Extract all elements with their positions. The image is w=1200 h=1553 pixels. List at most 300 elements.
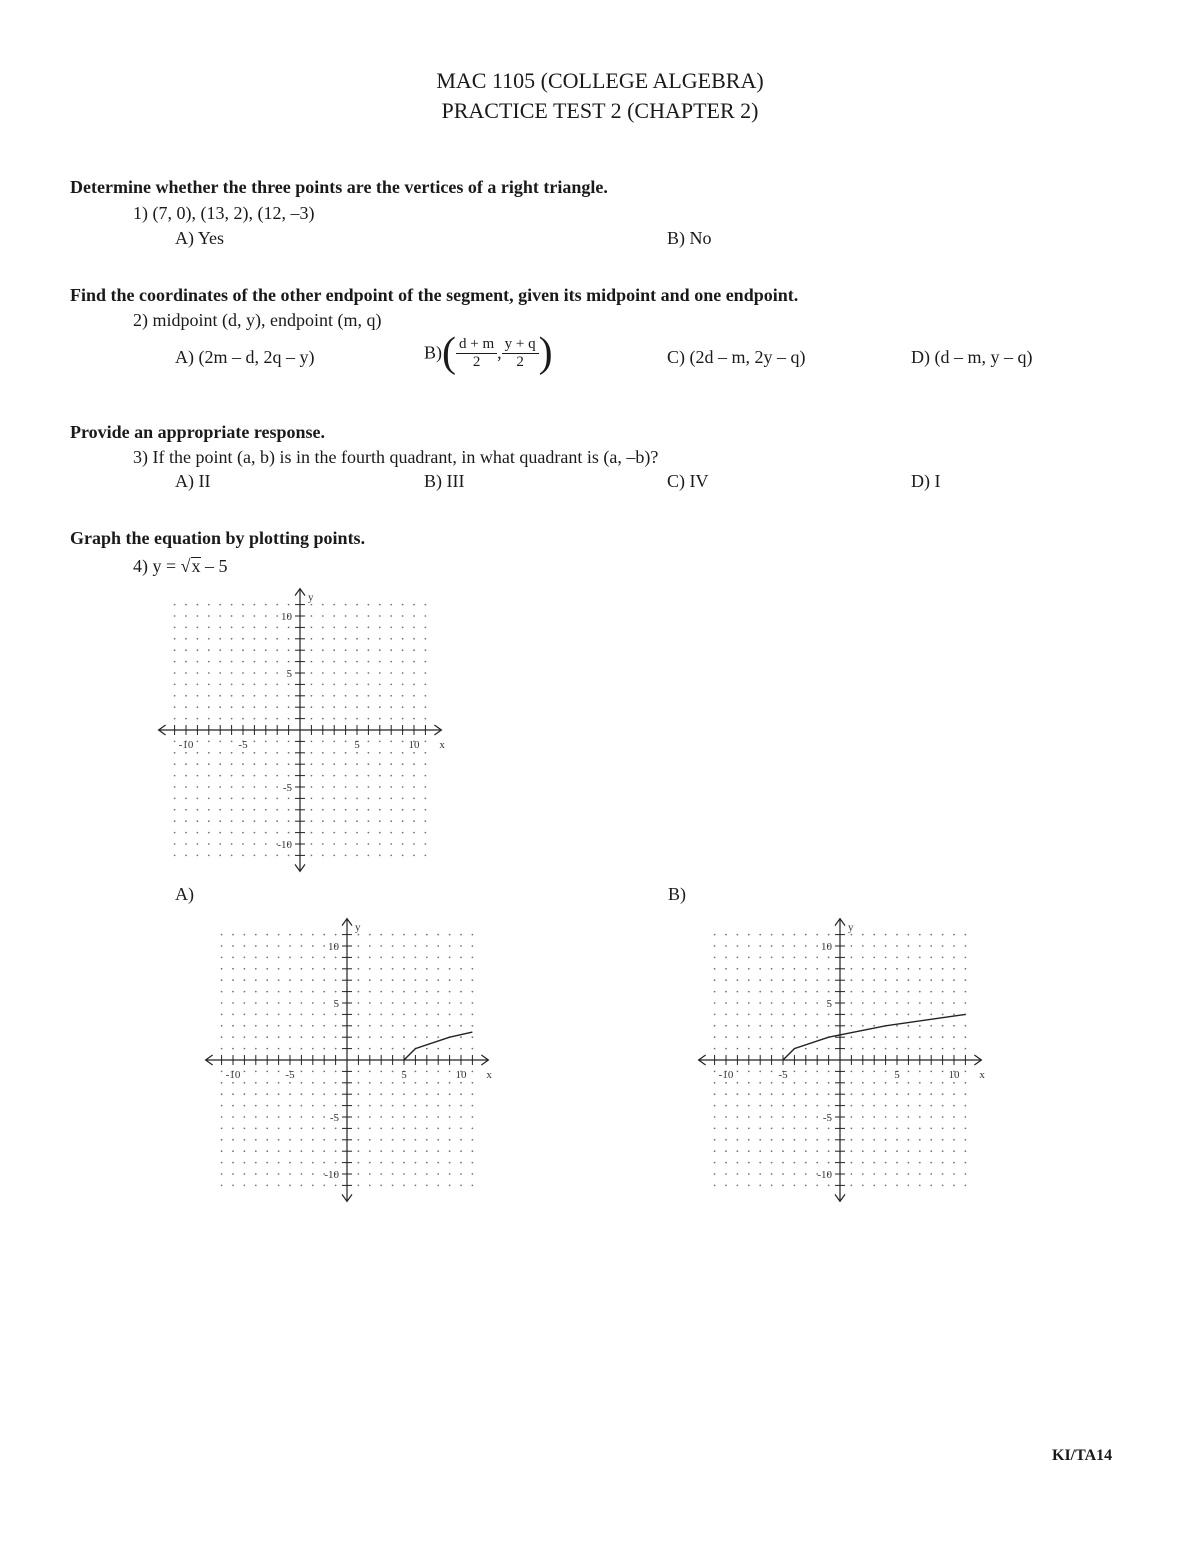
grid-dot (278, 968, 280, 970)
grid-dot (368, 855, 370, 857)
grid-dot (358, 968, 360, 970)
grid-dot (289, 945, 291, 947)
fraction-2-numerator: y + q (502, 336, 539, 354)
grid-dot (244, 1014, 246, 1016)
grid-dot (449, 979, 451, 981)
grid-dot (953, 1002, 955, 1004)
grid-dot (759, 934, 761, 936)
grid-dot (244, 968, 246, 970)
grid-dot (896, 968, 898, 970)
grid-dot (345, 741, 347, 743)
grid-dot (208, 786, 210, 788)
grid-dot (231, 855, 233, 857)
grid-dot (323, 1185, 325, 1187)
grid-dot (322, 763, 324, 765)
grid-dot (873, 968, 875, 970)
grid-dot (390, 706, 392, 708)
grid-dot (219, 775, 221, 777)
grid-dot (266, 1128, 268, 1130)
grid-dot (782, 1185, 784, 1187)
grid-dot (221, 1093, 223, 1095)
grid-dot (402, 627, 404, 629)
grid-dot (358, 1093, 360, 1095)
grid-dot (908, 1014, 910, 1016)
fraction-2-denominator: 2 (516, 353, 524, 370)
grid-dot (242, 706, 244, 708)
q1-option-b[interactable]: B) No (667, 228, 712, 248)
grid-dot (402, 832, 404, 834)
grid-dot (805, 1128, 807, 1130)
grid-dot (288, 718, 290, 720)
left-paren: ( (442, 330, 456, 376)
grid-dot (323, 934, 325, 936)
grid-dot (288, 604, 290, 606)
grid-dot (759, 957, 761, 959)
grid-dot (289, 1093, 291, 1095)
grid-dot (403, 1036, 405, 1038)
grid-dot (919, 979, 921, 981)
grid-dot (908, 957, 910, 959)
grid-dot (862, 1036, 864, 1038)
grid-dot (301, 979, 303, 981)
grid-dot (335, 957, 337, 959)
grid-dot (851, 934, 853, 936)
grid-dot (208, 718, 210, 720)
grid-dot (368, 615, 370, 617)
grid-dot (449, 1025, 451, 1027)
grid-dot (312, 1139, 314, 1141)
grid-dot (873, 979, 875, 981)
grid-dot (231, 820, 233, 822)
grid-dot (197, 752, 199, 754)
q2-option-b[interactable] (424, 330, 553, 376)
grid-dot (725, 979, 727, 981)
grid-dot (322, 695, 324, 697)
grid-dot (953, 1093, 955, 1095)
grid-dot (358, 1048, 360, 1050)
q1-option-a[interactable]: A) Yes (175, 228, 225, 248)
y-axis-label: y (355, 921, 361, 934)
grid-dot (345, 627, 347, 629)
grid-dot (358, 1162, 360, 1164)
option-a-graph[interactable] (197, 910, 507, 1220)
grid-dot (965, 968, 967, 970)
grid-dot (369, 1025, 371, 1027)
grid-dot (368, 672, 370, 674)
option-b-graph[interactable] (690, 910, 1000, 1220)
grid-dot (449, 1150, 451, 1152)
grid-dot (197, 706, 199, 708)
grid-dot (953, 945, 955, 947)
grid-dot (301, 1105, 303, 1107)
grid-dot (805, 1173, 807, 1175)
grid-dot (460, 1105, 462, 1107)
grid-dot (208, 832, 210, 834)
grid-dot (231, 615, 233, 617)
grid-dot (232, 1139, 234, 1141)
grid-dot (276, 741, 278, 743)
grid-dot (965, 1173, 967, 1175)
grid-dot (873, 1128, 875, 1130)
grid-dot (221, 1025, 223, 1027)
grid-dot (221, 1082, 223, 1084)
grid-dot (965, 1093, 967, 1095)
grid-dot (930, 1025, 932, 1027)
grid-dot (322, 661, 324, 663)
grid-dot (437, 1162, 439, 1164)
grid-dot (255, 1139, 257, 1141)
grid-dot (244, 934, 246, 936)
grid-dot (335, 1162, 337, 1164)
grid-dot (714, 968, 716, 970)
grid-dot (333, 786, 335, 788)
grid-dot (725, 968, 727, 970)
grid-dot (805, 991, 807, 993)
x-tick-label: 5 (401, 1069, 407, 1081)
grid-dot (472, 1025, 474, 1027)
grid-dot (174, 672, 176, 674)
q3-option-d[interactable]: D) I (911, 471, 941, 491)
grid-dot (437, 1139, 439, 1141)
grid-dot (460, 1048, 462, 1050)
grid-dot (358, 1105, 360, 1107)
y-tick-label: 10 (821, 941, 832, 953)
grid-dot (426, 1036, 428, 1038)
grid-dot (953, 1128, 955, 1130)
grid-dot (725, 957, 727, 959)
grid-dot (242, 627, 244, 629)
grid-dot (771, 957, 773, 959)
grid-dot (748, 968, 750, 970)
grid-dot (356, 718, 358, 720)
grid-dot (415, 1093, 417, 1095)
grid-dot (759, 945, 761, 947)
grid-dot (425, 752, 427, 754)
grid-dot (242, 672, 244, 674)
grid-dot (255, 1014, 257, 1016)
grid-dot (368, 649, 370, 651)
grid-dot (197, 638, 199, 640)
comma: , (497, 342, 502, 363)
grid-dot (737, 1105, 739, 1107)
grid-dot (828, 934, 830, 936)
grid-dot (254, 706, 256, 708)
grid-dot (311, 741, 313, 743)
grid-dot (312, 1071, 314, 1073)
grid-dot (403, 968, 405, 970)
grid-dot (896, 1014, 898, 1016)
grid-dot (231, 649, 233, 651)
grid-dot (379, 604, 381, 606)
grid-dot (392, 1116, 394, 1118)
grid-dot (390, 752, 392, 754)
grid-dot (379, 615, 381, 617)
question-3: 3) If the point (a, b) is in the fourth quadrant, in what quadrant is (a, –b)? (133, 447, 659, 467)
grid-dot (759, 968, 761, 970)
grid-dot (208, 741, 210, 743)
grid-dot (873, 1036, 875, 1038)
grid-dot (232, 1036, 234, 1038)
grid-dot (426, 1185, 428, 1187)
grid-dot (413, 809, 415, 811)
q3-option-c[interactable]: C) IV (667, 471, 709, 491)
q2-option-a[interactable]: A) (2m – d, 2q – y) (175, 347, 315, 367)
grid-dot (265, 855, 267, 857)
grid-dot (379, 718, 381, 720)
grid-dot (953, 1173, 955, 1175)
grid-dot (771, 1116, 773, 1118)
grid-dot (816, 1093, 818, 1095)
grid-dot (345, 604, 347, 606)
grid-dot (413, 649, 415, 651)
grid-dot (335, 1071, 337, 1073)
grid-dot (714, 957, 716, 959)
grid-dot (851, 1173, 853, 1175)
grid-dot (392, 1128, 394, 1130)
grid-dot (415, 991, 417, 993)
grid-dot (930, 1093, 932, 1095)
grid-dot (426, 1071, 428, 1073)
grid-dot (953, 979, 955, 981)
grid-dot (345, 695, 347, 697)
grid-dot (794, 1036, 796, 1038)
grid-dot (221, 1014, 223, 1016)
grid-dot (805, 1048, 807, 1050)
q2-option-c[interactable]: C) (2d – m, 2y – q) (667, 347, 806, 367)
grid-dot (930, 1036, 932, 1038)
fraction-1-denominator: 2 (472, 353, 481, 370)
grid-dot (358, 1002, 360, 1004)
grid-dot (403, 991, 405, 993)
grid-dot (771, 968, 773, 970)
grid-dot (174, 809, 176, 811)
grid-dot (415, 1173, 417, 1175)
grid-dot (265, 627, 267, 629)
grid-dot (437, 1014, 439, 1016)
grid-dot (323, 991, 325, 993)
question-1: 1) (7, 0), (13, 2), (12, –3) (133, 203, 315, 223)
grid-dot (413, 706, 415, 708)
grid-dot (415, 945, 417, 947)
grid-dot (208, 843, 210, 845)
grid-dot (771, 1036, 773, 1038)
grid-dot (965, 934, 967, 936)
grid-dot (942, 945, 944, 947)
grid-dot (862, 991, 864, 993)
y-tick-label: -10 (324, 1169, 339, 1181)
grid-dot (426, 1082, 428, 1084)
grid-dot (908, 979, 910, 981)
grid-dot (311, 855, 313, 857)
grid-dot (942, 1116, 944, 1118)
x-tick-label: -5 (285, 1069, 295, 1081)
grid-dot (276, 718, 278, 720)
grid-dot (368, 832, 370, 834)
grid-dot (782, 1025, 784, 1027)
grid-dot (219, 695, 221, 697)
grid-dot (908, 1150, 910, 1152)
grid-dot (333, 809, 335, 811)
grid-dot (737, 1048, 739, 1050)
grid-dot (254, 638, 256, 640)
q2-option-d[interactable]: D) (d – m, y – q) (911, 347, 1033, 367)
grid-dot (208, 627, 210, 629)
grid-dot (953, 1162, 955, 1164)
grid-dot (782, 1082, 784, 1084)
grid-dot (242, 695, 244, 697)
grid-dot (402, 820, 404, 822)
grid-dot (197, 820, 199, 822)
grid-dot (737, 1036, 739, 1038)
grid-dot (896, 1025, 898, 1027)
grid-dot (930, 1048, 932, 1050)
grid-dot (794, 1150, 796, 1152)
blank-coordinate-grid[interactable] (150, 580, 460, 890)
grid-dot (244, 1025, 246, 1027)
grid-dot (323, 945, 325, 947)
grid-dot (255, 1071, 257, 1073)
grid-dot (288, 638, 290, 640)
grid-dot (885, 1128, 887, 1130)
grid-dot (288, 832, 290, 834)
grid-dot (805, 934, 807, 936)
grid-dot (208, 706, 210, 708)
grid-dot (288, 798, 290, 800)
grid-dot (426, 991, 428, 993)
grid-dot (255, 1185, 257, 1187)
grid-dot (426, 1093, 428, 1095)
x-tick-label: 10 (408, 739, 420, 751)
grid-dot (369, 1185, 371, 1187)
grid-dot (460, 1093, 462, 1095)
grid-dot (908, 1139, 910, 1141)
grid-dot (885, 979, 887, 981)
grid-dot (953, 1014, 955, 1016)
grid-dot (851, 957, 853, 959)
grid-dot (449, 968, 451, 970)
grid-dot (392, 979, 394, 981)
grid-dot (266, 945, 268, 947)
grid-dot (232, 1162, 234, 1164)
grid-dot (390, 604, 392, 606)
grid-dot (345, 786, 347, 788)
grid-dot (333, 763, 335, 765)
grid-dot (449, 1093, 451, 1095)
grid-dot (323, 1162, 325, 1164)
grid-dot (771, 1128, 773, 1130)
grid-dot (311, 832, 313, 834)
grid-dot (379, 627, 381, 629)
grid-dot (403, 1150, 405, 1152)
grid-dot (449, 934, 451, 936)
grid-dot (449, 1071, 451, 1073)
grid-dot (333, 661, 335, 663)
grid-dot (885, 957, 887, 959)
grid-dot (289, 1162, 291, 1164)
grid-dot (873, 1014, 875, 1016)
grid-dot (232, 968, 234, 970)
grid-dot (885, 991, 887, 993)
grid-dot (289, 979, 291, 981)
grid-dot (919, 991, 921, 993)
grid-dot (885, 1036, 887, 1038)
grid-dot (748, 934, 750, 936)
grid-dot (425, 695, 427, 697)
grid-dot (449, 1185, 451, 1187)
grid-dot (312, 1173, 314, 1175)
x-tick-label: 5 (354, 739, 360, 751)
grid-dot (828, 1150, 830, 1152)
grid-dot (368, 820, 370, 822)
grid-dot (919, 1014, 921, 1016)
q4-option-b[interactable]: B) (668, 884, 686, 904)
grid-dot (472, 957, 474, 959)
grid-dot (311, 820, 313, 822)
grid-dot (368, 741, 370, 743)
grid-dot (460, 991, 462, 993)
grid-dot (254, 695, 256, 697)
grid-dot (771, 1093, 773, 1095)
grid-dot (278, 1002, 280, 1004)
grid-dot (185, 627, 187, 629)
grid-dot (402, 672, 404, 674)
grid-dot (266, 979, 268, 981)
grid-dot (930, 957, 932, 959)
grid-dot (460, 1082, 462, 1084)
grid-dot (460, 979, 462, 981)
fraction-1 (456, 336, 497, 371)
grid-dot (782, 1093, 784, 1095)
y-tick-label: -10 (817, 1169, 832, 1181)
grid-dot (356, 752, 358, 754)
grid-dot (392, 968, 394, 970)
grid-dot (725, 991, 727, 993)
grid-dot (748, 1014, 750, 1016)
grid-dot (289, 1025, 291, 1027)
grid-dot (174, 627, 176, 629)
grid-dot (748, 1048, 750, 1050)
grid-dot (862, 934, 864, 936)
q3-option-b[interactable]: B) III (424, 471, 465, 491)
grid-dot (265, 786, 267, 788)
grid-dot (197, 786, 199, 788)
grid-dot (885, 1150, 887, 1152)
grid-dot (276, 832, 278, 834)
grid-dot (413, 672, 415, 674)
grid-dot (965, 1082, 967, 1084)
grid-dot (403, 1093, 405, 1095)
grid-dot (312, 1105, 314, 1107)
grid-dot (425, 763, 427, 765)
grid-dot (345, 672, 347, 674)
grid-dot (380, 1173, 382, 1175)
grid-dot (896, 1162, 898, 1164)
grid-dot (345, 684, 347, 686)
grid-dot (426, 1105, 428, 1107)
grid-dot (208, 695, 210, 697)
grid-dot (737, 934, 739, 936)
q4-option-a[interactable]: A) (175, 884, 194, 904)
grid-dot (472, 1036, 474, 1038)
grid-dot (816, 1071, 818, 1073)
grid-dot (208, 638, 210, 640)
grid-dot (413, 627, 415, 629)
q3-option-a[interactable]: A) II (175, 471, 211, 491)
grid-dot (197, 775, 199, 777)
grid-dot (828, 1139, 830, 1141)
grid-dot (185, 809, 187, 811)
grid-dot (851, 1105, 853, 1107)
